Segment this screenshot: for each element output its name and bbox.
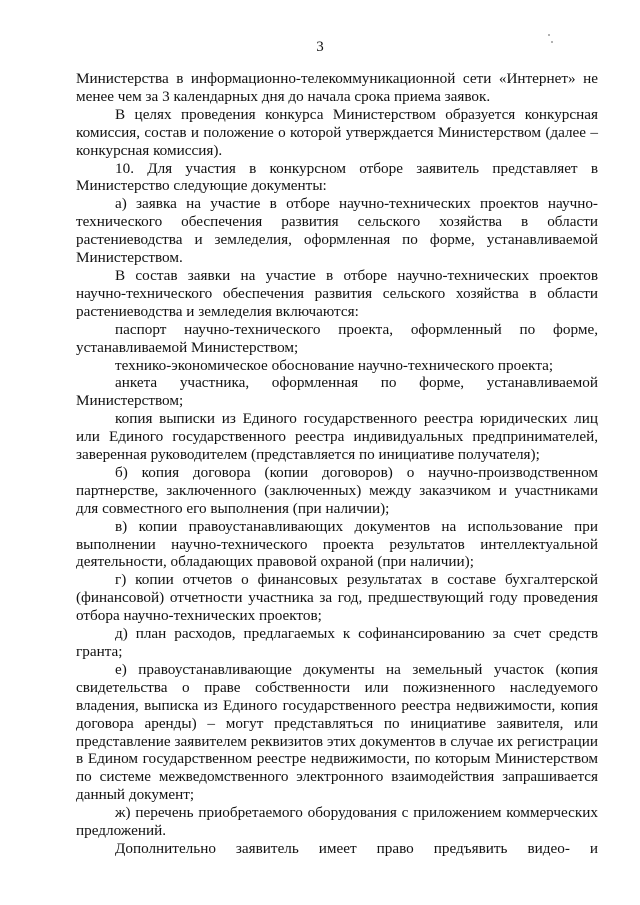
paragraph-additional: Дополнительно заявитель имеет право предъявить видео- и bbox=[115, 839, 598, 857]
paragraph-register-extract: копия выписки из Единого государственного реестра юридических лиц или Единого государственного реестра индивидуальных предпринимателей, заверенная руководителем (представляется по инициативе получателя); bbox=[76, 410, 598, 464]
paragraph-application-contents: В состав заявки на участие в отборе научно-технических проектов научно-технического обеспечения развития сельского хозяйства в области растениеводства и земледелия включаются: bbox=[76, 266, 598, 320]
paragraph-item-a: а) заявка на участие в отборе научно-технических проектов научно-технического обеспечения развития сельского хозяйства в области растениеводства и земледелия, оформленная по форме, устанавливаемой Министерством. bbox=[76, 195, 598, 267]
paragraph-item-zh: ж) перечень приобретаемого оборудования с приложением коммерческих предложений. bbox=[76, 804, 598, 840]
scan-speck bbox=[548, 34, 550, 36]
document-body bbox=[76, 70, 598, 858]
paragraph-questionnaire: анкета участника, оформленная по форме, устанавливаемой Министерством; bbox=[76, 374, 598, 410]
paragraph-item-v: в) копии правоустанавливающих документов на использование при выполнении научно-технического проекта результатов интеллектуальной деятельности, обладающих правовой охраной (при наличии); bbox=[76, 517, 598, 571]
paragraph-continuation: Министерства в информационно-телекоммуникационной сети «Интернет» не менее чем за 3 календарных дня до начала срока приема заявок. bbox=[76, 70, 598, 105]
paragraph-item-d: д) план расходов, предлагаемых к софинансированию за счет средств гранта; bbox=[76, 625, 598, 660]
paragraph-feasibility: технико-экономическое обоснование научно-технического проекта; bbox=[115, 356, 554, 374]
paragraph-passport: паспорт научно-технического проекта, оформленный по форме, устанавливаемой Министерством; bbox=[76, 320, 598, 356]
scan-speck bbox=[551, 41, 553, 43]
paragraph-commission: В целях проведения конкурса Министерством образуется конкурсная комиссия, состав и положение о которой утверждается Министерством (далее – конкурсная комиссия). bbox=[76, 105, 598, 159]
paragraph-item-e: е) правоустанавливающие документы на земельный участок (копия свидетельства о праве собственности или пожизненного наследуемого владения, выписка из Единого государственного реестра недвижимости, копия договора аренды) – могут представляться по инициативе заявителя, или представление заявителем реквизитов этих документов в случае их регистрации в Едином государственном реестре недвижимости, по которым Министерством по системе межведомственного электронного взаимодействия запрашивается данный документ; bbox=[76, 660, 598, 804]
paragraph-item-g: г) копии отчетов о финансовых результатах в составе бухгалтерской (финансовой) отчетности участника за год, предшествующий году проведения отбора научно-технических проектов; bbox=[76, 571, 598, 625]
paragraph-item-b: б) копия договора (копии договоров) о научно-производственном партнерстве, заключенного (заключенных) между заказчиком и участниками для совместного его выполнения (при наличии); bbox=[76, 463, 598, 517]
page-number: 3 bbox=[316, 39, 324, 55]
paragraph-item-10: 10. Для участия в конкурсном отборе заявитель представляет в Министерство следующие документы: bbox=[76, 159, 598, 195]
